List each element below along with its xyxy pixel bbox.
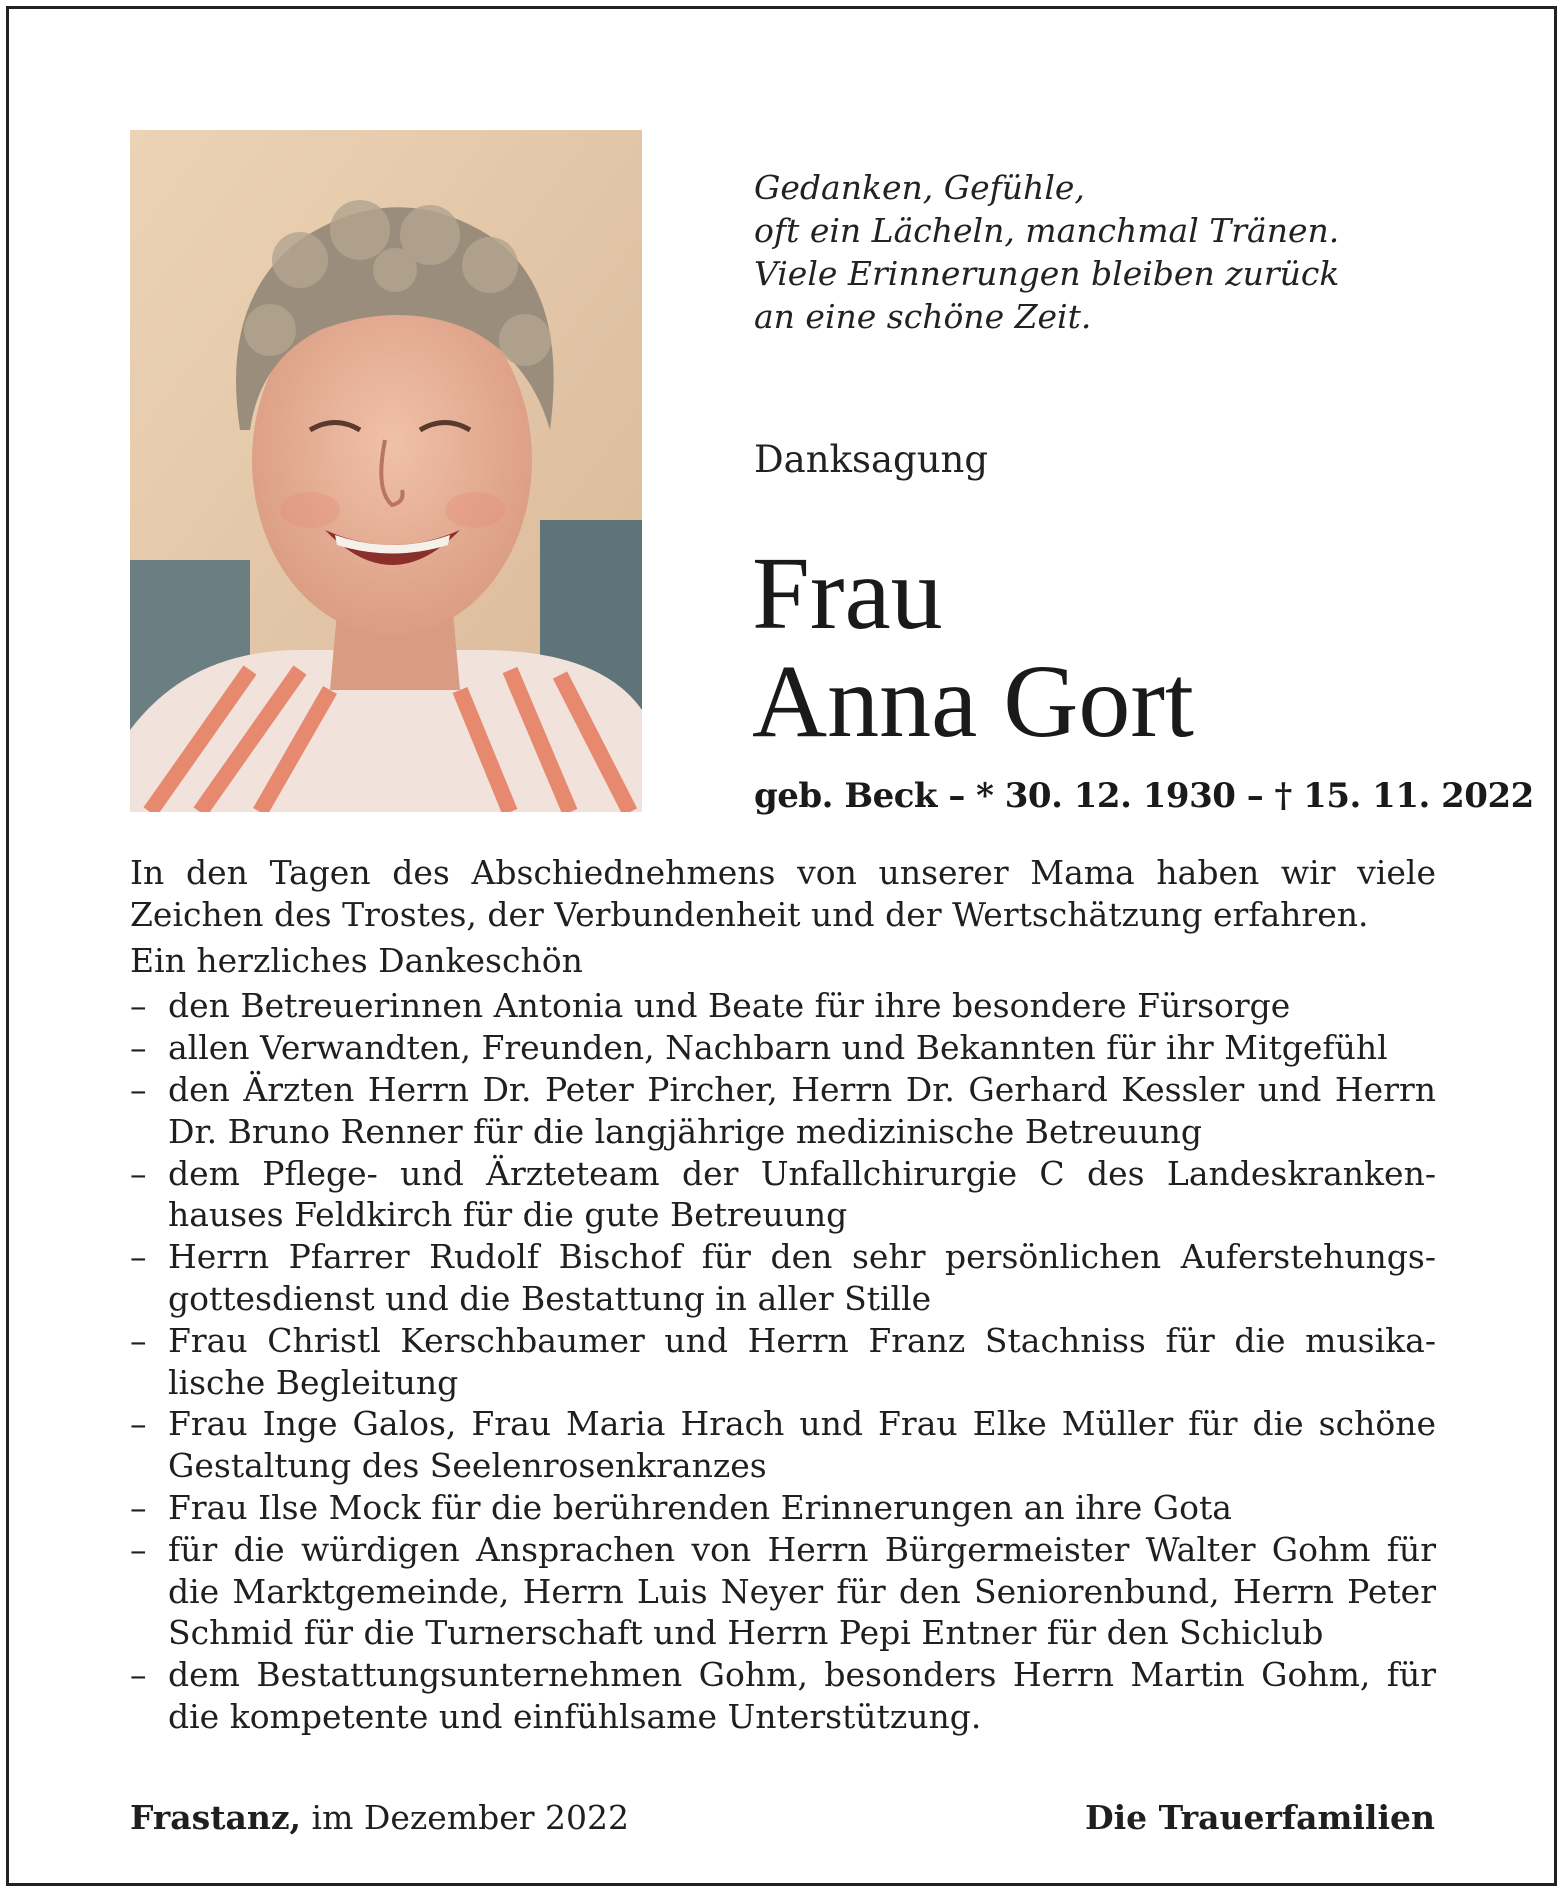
list-dash: – [130, 986, 147, 1026]
list-dash: – [130, 1404, 147, 1444]
page-heading: Danksagung [754, 438, 989, 481]
birth-death-dates: geb. Beck – * 30. 12. 1930 – † 15. 11. 2022 [754, 776, 1534, 816]
poem-line: Viele Erinnerungen bleiben zurück [754, 254, 1340, 293]
poem-line: Gedanken, Gefühle, [754, 168, 1085, 207]
thanks-body [130, 852, 1436, 1738]
list-dash: – [130, 1655, 147, 1695]
intro-lead: Ein herzliches Dankeschön [130, 940, 583, 980]
list-item: – dem Bestattungsunternehmen Gohm, besonders Herrn Martin Gohm, für die kompetente und einfühlsame Unterstützung. [130, 1655, 1436, 1736]
list-item: – den Betreuerinnen Antonia und Beate für ihre besondere Fürsorge [130, 986, 1291, 1026]
list-dash: – [130, 1237, 147, 1277]
name-full: Anna Gort [752, 644, 1194, 759]
list-item: – Herrn Pfarrer Rudolf Bischof für den sehr persönlichen Auferstehungsgottesdienst und die Bestattung in aller Stille [130, 1237, 1436, 1318]
poem [754, 166, 1514, 338]
list-item: – für die würdigen Ansprachen von Herrn Bürgermeister Walter Gohm für die Marktgemeinde, Herrn Luis Neyer für den Seniorenbund, Herrn Peter Schmid für die Turnerschaft und Herrn Pepi Entner für den Schiclub [130, 1529, 1436, 1653]
list-dash: – [130, 1529, 147, 1569]
intro-paragraph: In den Tagen des Abschiednehmens von unserer Mama haben wir viele Zeichen des Trostes, der Verbundenheit und der Wertschätzung erfahren. [130, 853, 1436, 934]
footer-place: Frastanz, [130, 1798, 302, 1837]
thanks-list [130, 985, 1436, 1737]
list-item: – den Ärzten Herrn Dr. Peter Pircher, Herrn Dr. Gerhard Kessler und Herrn Dr. Bruno Renner für die langjährige medizinische Betreuung [130, 1069, 1436, 1151]
list-item: – dem Pflege- und Ärzteteam der Unfallchirurgie C des Landeskrankenhauses Feldkirch für die gute Betreuung [130, 1153, 1436, 1235]
list-dash: – [130, 1320, 147, 1360]
portrait-photo [130, 130, 642, 812]
footer-date: im Dezember 2022 [311, 1798, 629, 1837]
list-dash: – [130, 1069, 147, 1109]
footer-signature: Die Trauerfamilien [1084, 1798, 1435, 1837]
list-dash: – [130, 1153, 147, 1193]
list-dash: – [130, 1028, 147, 1068]
footer-place-date [130, 1798, 629, 1837]
list-item: – Frau Inge Galos, Frau Maria Hrach und Frau Elke Müller für die schöne Gestaltung des Seelenrosenkranzes [130, 1404, 1436, 1486]
list-item: – allen Verwandten, Freunden, Nachbarn und Bekannten für ihr Mitgefühl [130, 1028, 1388, 1068]
deceased-name [752, 536, 1194, 759]
poem-line: oft ein Lächeln, manchmal Tränen. [754, 211, 1340, 250]
list-item: – Frau Ilse Mock für die berührenden Erinnerungen an ihre Gota [130, 1487, 1232, 1527]
poem-line: an eine schöne Zeit. [754, 297, 1092, 336]
list-dash: – [130, 1487, 147, 1527]
name-title: Frau [752, 536, 943, 651]
list-item: – Frau Christl Kerschbaumer und Herrn Franz Stachniss für die musikalische Begleitung [130, 1320, 1436, 1402]
